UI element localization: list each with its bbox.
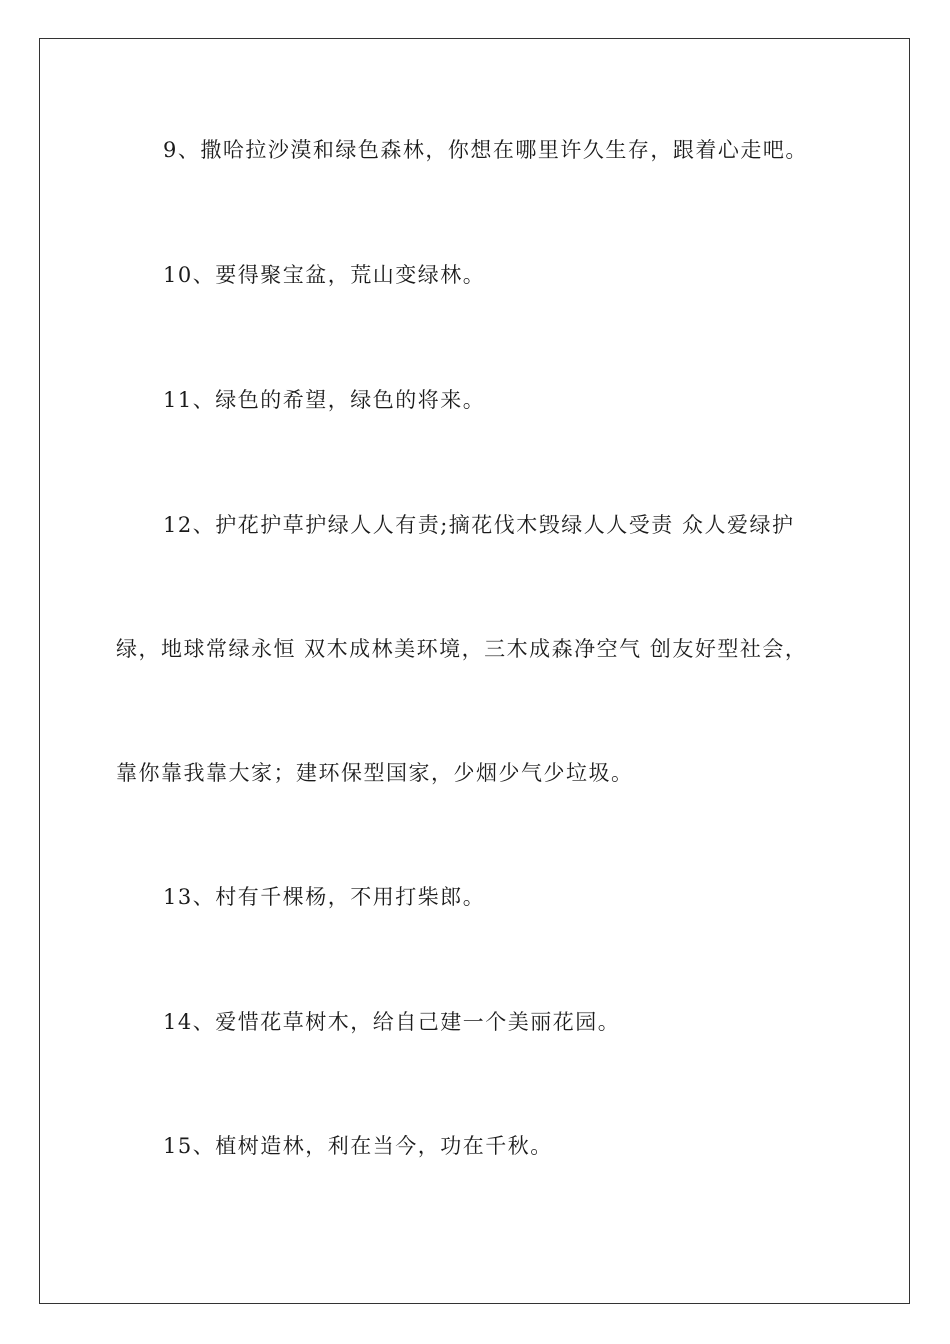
slogan-9: 9、撒哈拉沙漠和绿色森林，你想在哪里许久生存，跟着心走吧。 — [163, 138, 808, 162]
slogan-10: 10、要得聚宝盆，荒山变绿林。 — [163, 263, 486, 287]
slogan-12-line-1: 12、护花护草护绿人人有责;摘花伐木毁绿人人受责 众人爱绿护 — [163, 513, 795, 537]
slogan-11: 11、绿色的希望，绿色的将来。 — [163, 388, 486, 412]
slogan-12-line-3: 靠你靠我靠大家；建环保型国家，少烟少气少垃圾。 — [116, 761, 634, 785]
slogan-14: 14、爱惜花草树木，给自己建一个美丽花园。 — [163, 1010, 621, 1034]
slogan-15: 15、植树造林，利在当今，功在千秋。 — [163, 1134, 553, 1158]
slogan-12-line-2: 绿，地球常绿永恒 双木成林美环境，三木成森净空气 创友好型社会， — [116, 637, 808, 661]
slogan-13: 13、村有千棵杨，不用打柴郎。 — [163, 885, 486, 909]
page-border — [39, 38, 910, 1304]
